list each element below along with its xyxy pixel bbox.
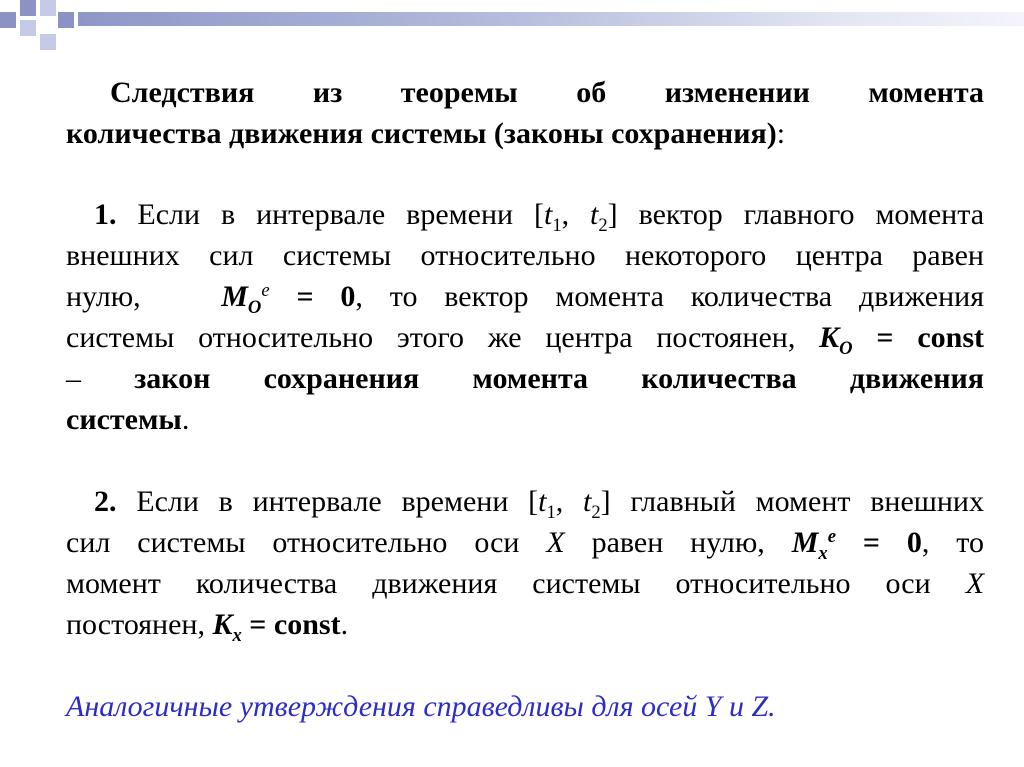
decor-square [40,34,56,50]
header-bar [78,12,1024,26]
decor-square [0,12,16,28]
decor-square [20,0,36,16]
decor-square [40,0,56,16]
paragraph-number: 1. [94,198,117,231]
analogous-note: Аналогичные утверждения справедливы для осей Y и Z. [66,690,776,723]
decor-square [58,12,74,28]
decor-square [20,20,36,36]
paragraph-number: 2. [94,485,117,518]
